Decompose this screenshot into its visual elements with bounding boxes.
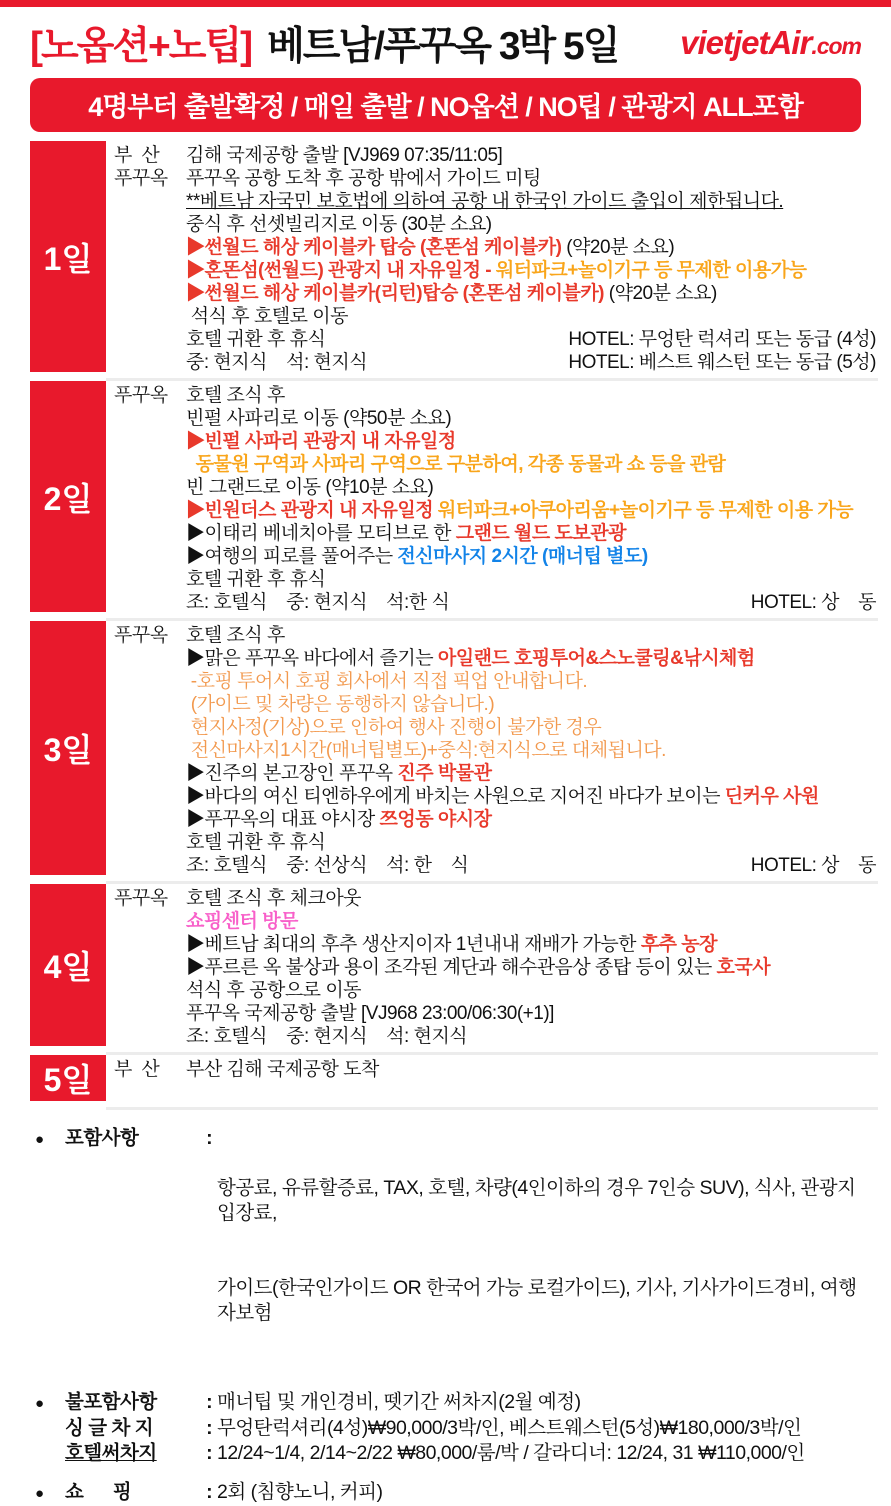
location-label: 푸꾸옥 [114, 385, 168, 406]
line-text [186, 887, 361, 910]
line-text [186, 167, 541, 190]
location-label [114, 739, 186, 762]
line-text [186, 979, 361, 1002]
itinerary-line [114, 568, 878, 591]
location-label: 부 산 [114, 1059, 160, 1080]
itinerary-line [114, 236, 878, 259]
itinerary-line [114, 785, 878, 808]
itinerary-line [114, 670, 878, 693]
included-line2: 가이드(한국인가이드 OR 한국어 가능 로컬가이드), 기사, 기사가이드경비, 여행자보험 [217, 1277, 857, 1324]
text-segment: ▶썬월드 해상 케이블카 탑승 (혼똔섬 케이블카) [186, 237, 562, 258]
single-charge-label: 싱 글 차 지 [65, 1417, 154, 1439]
included-label: 포함사항 [65, 1127, 139, 1149]
text-segment: 푸꾸옥 공항 도착 후 공항 밖에서 가이드 미팅 [186, 168, 541, 189]
hotel-info: HOTEL: 상 동 [750, 855, 876, 876]
line-text [186, 762, 491, 785]
confirmation-banner: 4명부터 출발확정 / 매일 출발 / NO옵션 / NO팁 / 관광지 ALL포함 [30, 78, 861, 132]
line-text [186, 522, 626, 545]
itinerary-line [114, 624, 878, 647]
note-shopping [35, 1480, 861, 1506]
included-colon: : [201, 1127, 217, 1149]
itinerary-line [114, 430, 878, 453]
text-segment: 호텔 조식 후 [186, 625, 285, 646]
location-label [114, 854, 186, 877]
excluded-colon: : [206, 1391, 217, 1413]
location-label [114, 956, 186, 979]
location-label [114, 670, 186, 693]
text-segment: 빈 그랜드로 이동 (약10분 소요) [186, 477, 434, 498]
day-label: 5일 [30, 1055, 106, 1101]
location-label [114, 762, 186, 785]
itinerary-table [0, 141, 891, 1110]
excluded-text: 매너팁 및 개인경비, 뗏기간 써차지(2월 예정) [217, 1391, 581, 1413]
text-segment: 후추 농장 [640, 934, 718, 955]
day-body [106, 884, 878, 1055]
itinerary-line [114, 259, 878, 282]
itinerary-line [114, 762, 878, 785]
line-text [186, 236, 674, 259]
logo-main: vietjet [680, 24, 769, 61]
text-segment: ▶바다의 여신 티엔하우에게 바치는 사원으로 지어진 바다가 보이는 [186, 786, 725, 807]
location-label [114, 328, 186, 351]
location-label [114, 808, 186, 831]
line-text [186, 808, 491, 831]
day-row [30, 884, 878, 1055]
shopping-label: 쇼 핑 [65, 1481, 132, 1503]
notes-section [0, 1110, 891, 1506]
text-segment: 호텔 조식 후 체크아웃 [186, 888, 362, 909]
line-text [186, 430, 456, 453]
text-segment: ▶베트남 최대의 후추 생산지이자 1년내내 재배가 가능한 [186, 934, 641, 955]
vietjet-logo [680, 24, 861, 62]
itinerary-line [114, 716, 878, 739]
note-included [35, 1126, 861, 1376]
day-row [30, 1055, 878, 1110]
text-segment: 그랜드 월드 도보관광 [455, 523, 626, 544]
itinerary-line [114, 979, 878, 1002]
itinerary-line [114, 328, 878, 351]
bullet-icon: ● [35, 1395, 44, 1412]
note-hotel-surcharge [35, 1441, 861, 1466]
excluded-label: 불포함사항 [65, 1391, 157, 1413]
line-text [186, 693, 494, 716]
itinerary-line [114, 407, 878, 430]
line-text [186, 854, 468, 877]
location-label [114, 236, 186, 259]
text-segment: 전신마사지1시간(매너팁별도)+중식:현지식으로 대체됩니다. [186, 740, 666, 761]
day-body [106, 381, 878, 621]
text-segment: 호텔 귀환 후 휴식 [186, 832, 326, 853]
itinerary-line [114, 499, 878, 522]
location-label [114, 1002, 186, 1025]
location-label [114, 933, 186, 956]
shopping-text: 2회 (침향노니, 커피) [217, 1481, 383, 1503]
text-segment: 동물원 구역과 사파리 구역으로 구분하여, 각종 동물과 쇼 등을 관람 [186, 454, 726, 475]
day-row [30, 621, 878, 884]
itinerary-line [114, 305, 878, 328]
text-segment: ▶여행의 피로를 풀어주는 [186, 546, 398, 567]
location-label [114, 522, 186, 545]
itinerary-line [114, 693, 878, 716]
location-label [114, 1025, 186, 1048]
itinerary-line [114, 1058, 878, 1081]
location-label [114, 831, 186, 854]
line-text [186, 933, 717, 956]
itinerary-line [114, 933, 878, 956]
line-text [186, 384, 285, 407]
text-segment: 중식 후 선셋빌리지로 이동 (30분 소요) [186, 214, 492, 235]
location-label [114, 647, 186, 670]
location-label [114, 213, 186, 236]
line-text [186, 956, 770, 979]
location-label [114, 910, 186, 933]
line-text [186, 1058, 379, 1081]
location-label [114, 568, 186, 591]
text-segment: 호텔 귀환 후 휴식 [186, 329, 326, 350]
day-row [30, 141, 878, 381]
line-text [186, 351, 367, 374]
itinerary-line [114, 384, 878, 407]
day-label: 2일 [30, 381, 106, 612]
text-segment: 중: 현지식 석: 현지식 [186, 352, 368, 373]
text-segment: ▶푸르른 옥 불상과 용이 조각된 계단과 해수관음상 종탑 등이 있는 [186, 957, 717, 978]
line-text [186, 1025, 467, 1048]
text-segment: **베트남 자국민 보호법에 의하여 공항 내 한국인 가이드 출입이 제한됩니다. [186, 191, 784, 212]
page-header [0, 7, 891, 75]
bullet-icon: ● [35, 1485, 44, 1502]
location-label: 푸꾸옥 [114, 625, 168, 646]
itinerary-line [114, 956, 878, 979]
itinerary-line [114, 1025, 878, 1048]
top-bar [0, 0, 891, 7]
day-body [106, 1055, 878, 1110]
day-body [106, 141, 878, 381]
text-segment: 쯔엉동 야시장 [379, 809, 492, 830]
location-label [114, 407, 186, 430]
logo-com: .com [811, 33, 861, 59]
itinerary-line [114, 910, 878, 933]
location-label [114, 979, 186, 1002]
itinerary-line [114, 476, 878, 499]
text-segment: 딘커우 사원 [724, 786, 819, 807]
text-segment: (가이드 및 차량은 동행하지 않습니다.) [186, 694, 495, 715]
line-text [186, 144, 502, 167]
line-text [186, 831, 325, 854]
itinerary-line [114, 522, 878, 545]
included-text [217, 1126, 861, 1376]
text-segment: -호핑 투어시 호핑 회사에서 직접 픽업 안내합니다. [186, 671, 588, 692]
hotel-surcharge-text: 12/24~1/4, 2/14~2/22 ₩80,000/룸/박 / 갈라디너: 12/24, 31 ₩110,000/인 [217, 1442, 805, 1464]
line-text [186, 910, 298, 933]
bullet-icon: ● [35, 1131, 44, 1148]
text-segment: ▶혼똔섬(썬월드) 관광지 내 자유일정 - [186, 260, 496, 281]
line-text [186, 328, 325, 351]
location-label [114, 785, 186, 808]
day-label: 1일 [30, 141, 106, 372]
line-text [186, 545, 648, 568]
location-label: 푸꾸옥 [114, 888, 168, 909]
line-text [186, 499, 853, 522]
location-label [114, 430, 186, 453]
text-segment: ▶맑은 푸꾸옥 바다에서 즐기는 [186, 648, 438, 669]
text-segment: 워터파크+놀이기구 등 무제한 이용가능 [495, 260, 807, 281]
hotel-surcharge-label: 호텔써차지 [65, 1442, 157, 1464]
itinerary-line [114, 831, 878, 854]
line-text [186, 1002, 554, 1025]
text-segment: ▶진주의 본고장인 푸꾸옥 [186, 763, 398, 784]
location-label [114, 499, 186, 522]
text-segment: ▶이태리 베네치아를 모티브로 한 [186, 523, 456, 544]
line-text [186, 259, 806, 282]
text-segment: ▶빈펄 사파리 관광지 내 자유일정 [186, 431, 456, 452]
hotel-info: HOTEL: 베스트 웨스턴 또는 동급 (5성) [568, 352, 876, 373]
location-label [114, 693, 186, 716]
line-text [186, 476, 433, 499]
line-text [186, 624, 285, 647]
text-segment: ▶빈원더스 관광지 내 자유일정 [186, 500, 438, 521]
text-segment: ▶썬월드 해상 케이블카(리턴)탑승 (혼똔섬 케이블카) [186, 283, 605, 304]
line-text [186, 670, 587, 693]
note-excluded [35, 1390, 861, 1416]
logo-air: Air [768, 24, 812, 61]
hotel-info: HOTEL: 상 동 [750, 592, 876, 613]
text-segment: 진주 박물관 [397, 763, 492, 784]
text-segment: 호국사 [716, 957, 771, 978]
hotel-info: HOTEL: 무엉탄 럭셔리 또는 동급 (4성) [568, 329, 876, 350]
text-segment: (약20분 소요) [561, 237, 675, 258]
line-text [186, 716, 601, 739]
location-label [114, 591, 186, 614]
line-text [186, 647, 755, 670]
location-label: 부 산 [114, 145, 160, 166]
line-text [186, 305, 348, 328]
text-segment: 전신마사지 2시간 (매너팁 별도) [397, 546, 648, 567]
location-label [114, 351, 186, 374]
itinerary-line [114, 591, 878, 614]
itinerary-line [114, 854, 878, 877]
text-segment: 워터파크+아쿠아리움+놀이기구 등 무제한 이용 가능 [437, 500, 854, 521]
text-segment: 푸꾸옥 국제공항 출발 [VJ968 23:00/06:30(+1)] [186, 1003, 554, 1024]
text-segment: 석식 후 공항으로 이동 [186, 980, 362, 1001]
itinerary-line [114, 808, 878, 831]
itinerary-line [114, 739, 878, 762]
itinerary-line [114, 167, 878, 190]
note-single-charge [35, 1416, 861, 1441]
line-text [186, 282, 717, 305]
single-charge-text: 무엉탄럭셔리(4성)₩90,000/3박/인, 베스트웨스턴(5성)₩180,000/3박/인 [217, 1417, 802, 1439]
text-segment: 조: 호텔식 중: 선상식 석: 한 식 [186, 855, 469, 876]
location-label: 푸꾸옥 [114, 168, 168, 189]
text-segment: 빈펄 사파리로 이동 (약50분 소요) [186, 408, 452, 429]
itinerary-line [114, 213, 878, 236]
line-text [186, 785, 819, 808]
text-segment: ▶푸꾸옥의 대표 야시장 [186, 809, 380, 830]
line-text [186, 591, 449, 614]
line-text [186, 453, 725, 476]
text-segment: 조: 호텔식 중: 현지식 석:한 식 [186, 592, 450, 613]
itinerary-line [114, 351, 878, 374]
title-bracket: [노옵션+노팁] [30, 25, 252, 68]
day-body [106, 621, 878, 884]
hotel-surcharge-colon: : [206, 1442, 217, 1464]
text-segment: 석식 후 호텔로 이동 [186, 306, 348, 327]
single-charge-colon: : [206, 1417, 217, 1439]
day-label: 3일 [30, 621, 106, 875]
line-text [186, 213, 492, 236]
text-segment: 아일랜드 호핑투어&스노쿨링&낚시체험 [437, 648, 755, 669]
location-label [114, 545, 186, 568]
itinerary-line [114, 190, 878, 213]
line-text [186, 568, 325, 591]
location-label [114, 190, 186, 213]
shopping-colon: : [201, 1481, 217, 1503]
text-segment: 호텔 귀환 후 휴식 [186, 569, 326, 590]
location-label [114, 259, 186, 282]
line-text [186, 407, 451, 430]
itinerary-line [114, 887, 878, 910]
text-segment: 김해 국제공항 출발 [VJ969 07:35/11:05] [186, 145, 503, 166]
included-line1: 항공료, 유류할증료, TAX, 호텔, 차량(4인이하의 경우 7인승 SUV), 식사, 관광지 입장료, [217, 1177, 861, 1224]
text-segment: (약20분 소요) [604, 283, 717, 304]
line-text [186, 739, 666, 762]
text-segment: 부산 김해 국제공항 도착 [186, 1059, 379, 1080]
text-segment: 현지사정(기상)으로 인하여 행사 진행이 불가한 경우 [186, 717, 602, 738]
page-title: 베트남/푸꾸옥 3박 5일 [267, 25, 619, 68]
text-segment: 조: 호텔식 중: 현지식 석: 현지식 [186, 1026, 468, 1047]
line-text [186, 190, 783, 213]
itinerary-line [114, 545, 878, 568]
location-label [114, 305, 186, 328]
location-label [114, 453, 186, 476]
itinerary-line [114, 144, 878, 167]
location-label [114, 716, 186, 739]
location-label [114, 476, 186, 499]
itinerary-line [114, 1002, 878, 1025]
text-segment: 호텔 조식 후 [186, 385, 285, 406]
itinerary-line [114, 282, 878, 305]
location-label [114, 282, 186, 305]
text-segment: 쇼핑센터 방문 [186, 911, 298, 932]
day-row [30, 381, 878, 621]
itinerary-line [114, 647, 878, 670]
itinerary-line [114, 453, 878, 476]
day-label: 4일 [30, 884, 106, 1046]
